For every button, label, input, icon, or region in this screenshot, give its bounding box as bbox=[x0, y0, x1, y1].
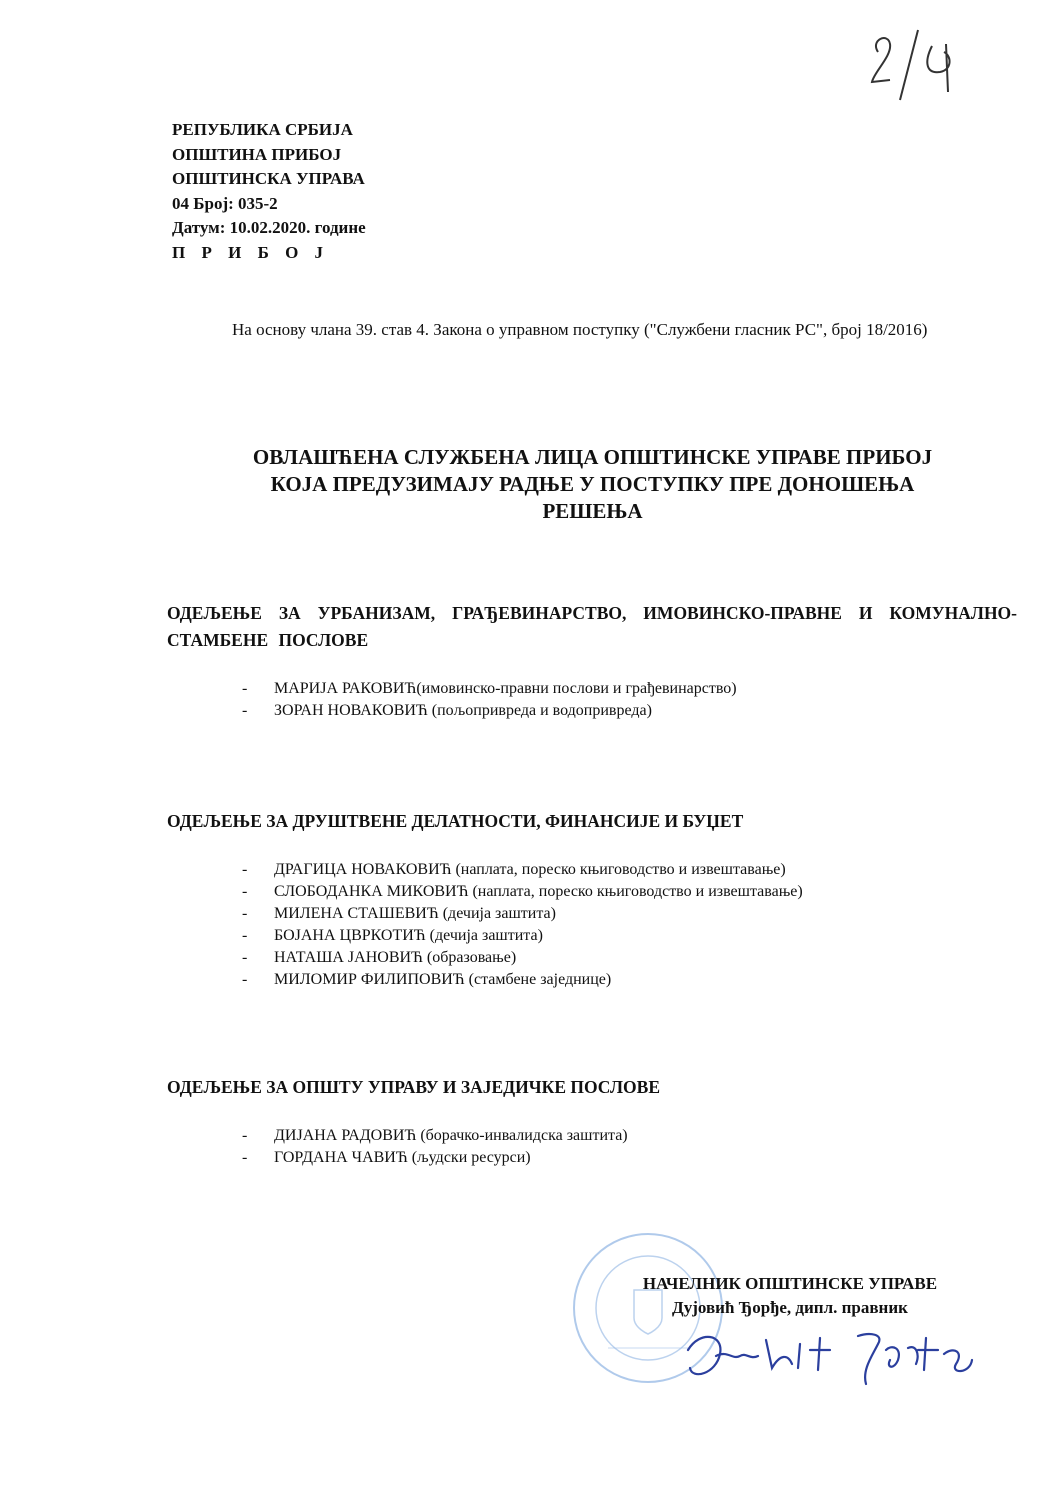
header-municipality: ОПШТИНА ПРИБОЈ bbox=[172, 144, 342, 164]
section-heading: ОДЕЉЕЊЕ ЗА УРБАНИЗАМ, ГРАЂЕВИНАРСТВО, ИМОВИНСКО-ПРАВНЕ И КОМУНАЛНО-СТАМБЕНЕ ПОСЛОВЕ bbox=[167, 603, 1017, 650]
official-list bbox=[167, 1125, 1017, 1169]
list-item: - ЗОРАН НОВАКОВИЋ (пољопривреда и водопривреда) bbox=[167, 700, 1017, 722]
title-line-2: КОЈА ПРЕДУЗИМАЈУ РАДЊЕ У ПОСТУПКУ ПРЕ ДОНОШЕЊА bbox=[270, 472, 915, 496]
title-line-1: ОВЛАШЋЕНА СЛУЖБЕНА ЛИЦА ОПШТИНСКЕ УПРАВЕ ПРИБОЈ bbox=[252, 445, 933, 469]
section-general-administration bbox=[167, 1074, 1017, 1169]
list-item: - НАТАША ЈАНОВИЋ (образовање) bbox=[167, 947, 1017, 969]
list-item: - МАРИЈА РАКОВИЋ(имовинско-правни послови и грађевинарство) bbox=[167, 678, 1017, 700]
list-item: - БОЈАНА ЦВРКОТИЋ (дечија заштита) bbox=[167, 925, 1017, 947]
list-item: - ДИЈАНА РАДОВИЋ (борачко-инвалидска заштита) bbox=[167, 1125, 1017, 1147]
header-reference-number: 04 Број: 035-2 bbox=[172, 193, 278, 213]
handwritten-page-annotation bbox=[860, 22, 980, 102]
list-item: - МИЛЕНА СТАШЕВИЋ (дечија заштита) bbox=[167, 903, 1017, 925]
document-title bbox=[160, 444, 1025, 525]
section-heading: ОДЕЉЕЊЕ ЗА ОПШТУ УПРАВУ И ЗАЈЕДИЧКЕ ПОСЛОВЕ bbox=[167, 1077, 661, 1097]
list-item: - СЛОБОДАНКА МИКОВИЋ (наплата, пореско књиговодство и извештавање) bbox=[167, 881, 1017, 903]
signature-block bbox=[600, 1272, 980, 1320]
official-list bbox=[167, 859, 1017, 991]
header-date: Датум: 10.02.2020. године bbox=[172, 218, 366, 237]
official-list bbox=[167, 678, 1017, 722]
section-social-finance bbox=[167, 808, 1017, 991]
handwritten-signature bbox=[680, 1320, 980, 1400]
header-country: РЕПУБЛИКА СРБИЈА bbox=[172, 120, 353, 139]
list-item: - ДРАГИЦА НОВАКОВИЋ (наплата, пореско књиговодство и извештавање) bbox=[167, 859, 1017, 881]
list-item: - МИЛОМИР ФИЛИПОВИЋ (стамбене заједнице) bbox=[167, 969, 1017, 991]
legal-basis-paragraph: На основу члана 39. став 4. Закона о управном поступку ("Службени гласник РС", број 18/2016) bbox=[232, 320, 928, 339]
header-city: П Р И Б О Ј bbox=[172, 242, 330, 262]
header-administration: ОПШТИНСКА УПРАВА bbox=[172, 169, 365, 188]
title-line-3: РЕШЕЊА bbox=[542, 499, 643, 523]
signatory-title: НАЧЕЛНИК ОПШТИНСКЕ УПРАВЕ bbox=[642, 1274, 938, 1293]
signatory-name: Дујовић Ђорђе, дипл. правник bbox=[672, 1298, 908, 1317]
section-heading: ОДЕЉЕЊЕ ЗА ДРУШТВЕНЕ ДЕЛАТНОСТИ, ФИНАНСИЈЕ И БУЏЕТ bbox=[167, 811, 744, 831]
list-item: - ГОРДАНА ЧАВИЋ (људски ресурси) bbox=[167, 1147, 1017, 1169]
section-urbanism bbox=[167, 600, 1017, 722]
letterhead bbox=[172, 118, 366, 265]
